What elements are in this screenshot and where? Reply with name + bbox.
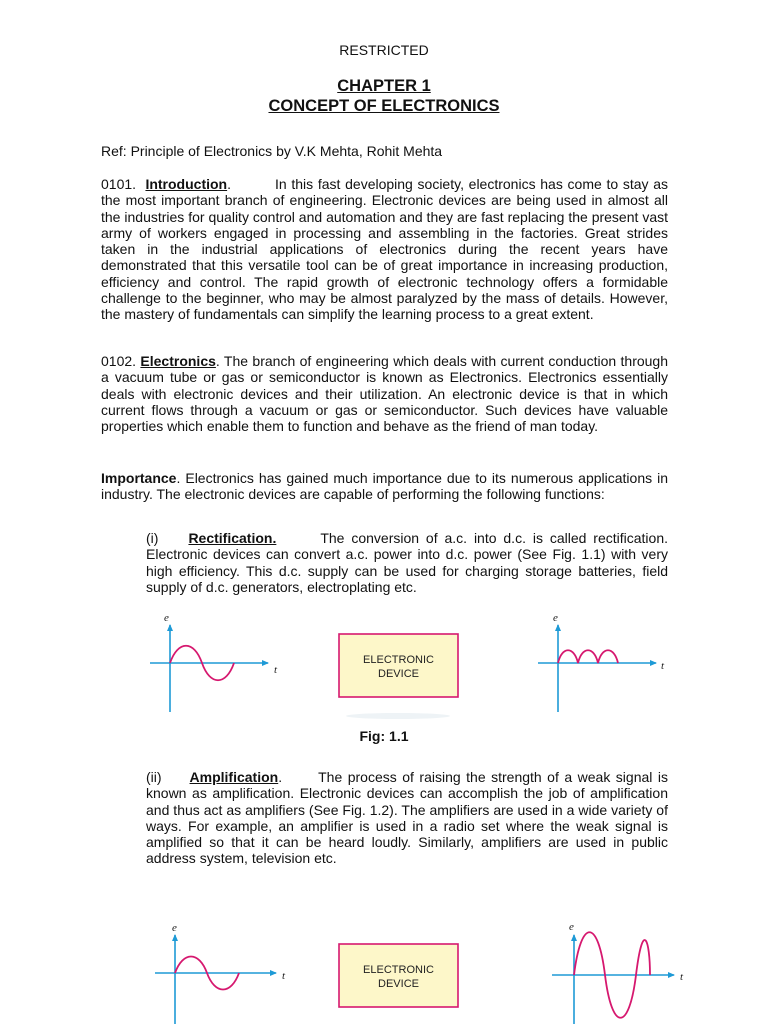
fig2-device-line2: DEVICE [378, 978, 419, 990]
fig1-input-waveform [150, 612, 278, 712]
section-number: 0101. [101, 176, 137, 192]
section-body: In this fast developing society, electronics has come to stay as the most important branch of engineering. Electronic devices are being used in almost all the industries for quality control and automation and they are fast replacing the present vast army of workers engaged in processing and assembling in the factories. Great strides taken in the industrial applications of electronics during the recent years have demonstrated that this versatile tool can be of great importance in increasing production, efficiency and control. The rapid growth of electronic technology offers a formidable challenge to the beginner, who may be almost paralyzed by the mass of details. However, the mastery of fundamentals can simplify the learning process to a great extent. [101, 176, 669, 323]
fig2-output-e-label: e [569, 921, 574, 933]
fig1-device-box [339, 634, 458, 697]
fig1-output-t-label: t [661, 660, 665, 672]
heading-suffix: . [215, 353, 220, 369]
reference-line: Ref: Principle of Electronics by V.K Mehta, Rohit Mehta [101, 143, 443, 159]
fig1-dc-wave [558, 650, 618, 663]
item-number: (ii) [146, 769, 162, 785]
fig1-device-line1: ELECTRONIC [363, 654, 434, 666]
fig1-output-waveform [538, 612, 665, 712]
section-heading: Importance [101, 470, 177, 486]
item-heading: Rectification. [188, 530, 277, 546]
section-body: Electronics has gained much importance due to its numerous applications in industry. The electronic devices are capable of performing the following functions: [101, 470, 669, 503]
fig1-device-line2: DEVICE [378, 668, 419, 680]
item-body: The process of raising the strength of a weak signal is known as amplification. Electronic devices can accomplish the job of amplification and thus act as amplifiers (See Fig. 1.2). The amplifiers are used in a wide variety of ways. For example, an amplifier is used in a radio set where the weak signal is amplified so that it can be heard loudly. Similarly, amplifiers are used in public address system, television etc. [146, 769, 668, 867]
fig2-device-line1: ELECTRONIC [363, 964, 434, 976]
fig2-output-waveform [552, 921, 684, 1024]
fig2-output-t-label: t [680, 971, 684, 983]
fig1-shadow [346, 713, 450, 719]
section-heading: Introduction [145, 176, 228, 192]
heading-suffix: . [176, 470, 181, 486]
heading-suffix: . [227, 176, 231, 192]
item-amplification [146, 769, 668, 867]
chapter-title-text: CONCEPT OF ELECTRONICS [268, 97, 500, 115]
chapter-number: CHAPTER 1 [337, 77, 431, 95]
item-number: (i) [146, 530, 159, 546]
fig1-input-t-label: t [274, 664, 278, 676]
fig2-device-box [339, 944, 458, 1007]
figure-caption: Fig: 1.1 [359, 728, 409, 744]
item-body: The conversion of a.c. into d.c. is called rectification. Electronic devices can convert a.c. power into d.c. power (See Fig. 1.1) with very high efficiency. This d.c. supply can be used for charging storage batteries, field supply of d.c. generators, electroplating etc. [146, 530, 668, 595]
fig1-input-e-label: e [164, 612, 169, 624]
classification-header: RESTRICTED [339, 42, 429, 58]
fig2-input-e-label: e [172, 922, 177, 934]
section-body: The branch of engineering which deals with current conduction through a vacuum tube or gas or semiconductor is known as Electronics. Electronics essentially deals with electronic devices and their utilization. An electronic device is that in which current flows through a vacuum or gas or semiconductor. Such devices have valuable properties which enable them to function and behave as the friend of man today. [101, 353, 668, 435]
fig2-input-waveform [155, 922, 286, 1024]
fig1-output-e-label: e [553, 612, 558, 624]
heading-suffix: . [278, 769, 283, 785]
section-heading: Electronics [140, 353, 216, 369]
fig2-input-t-label: t [282, 970, 286, 982]
section-number: 0102. [101, 353, 137, 369]
item-heading: Amplification [189, 769, 279, 785]
